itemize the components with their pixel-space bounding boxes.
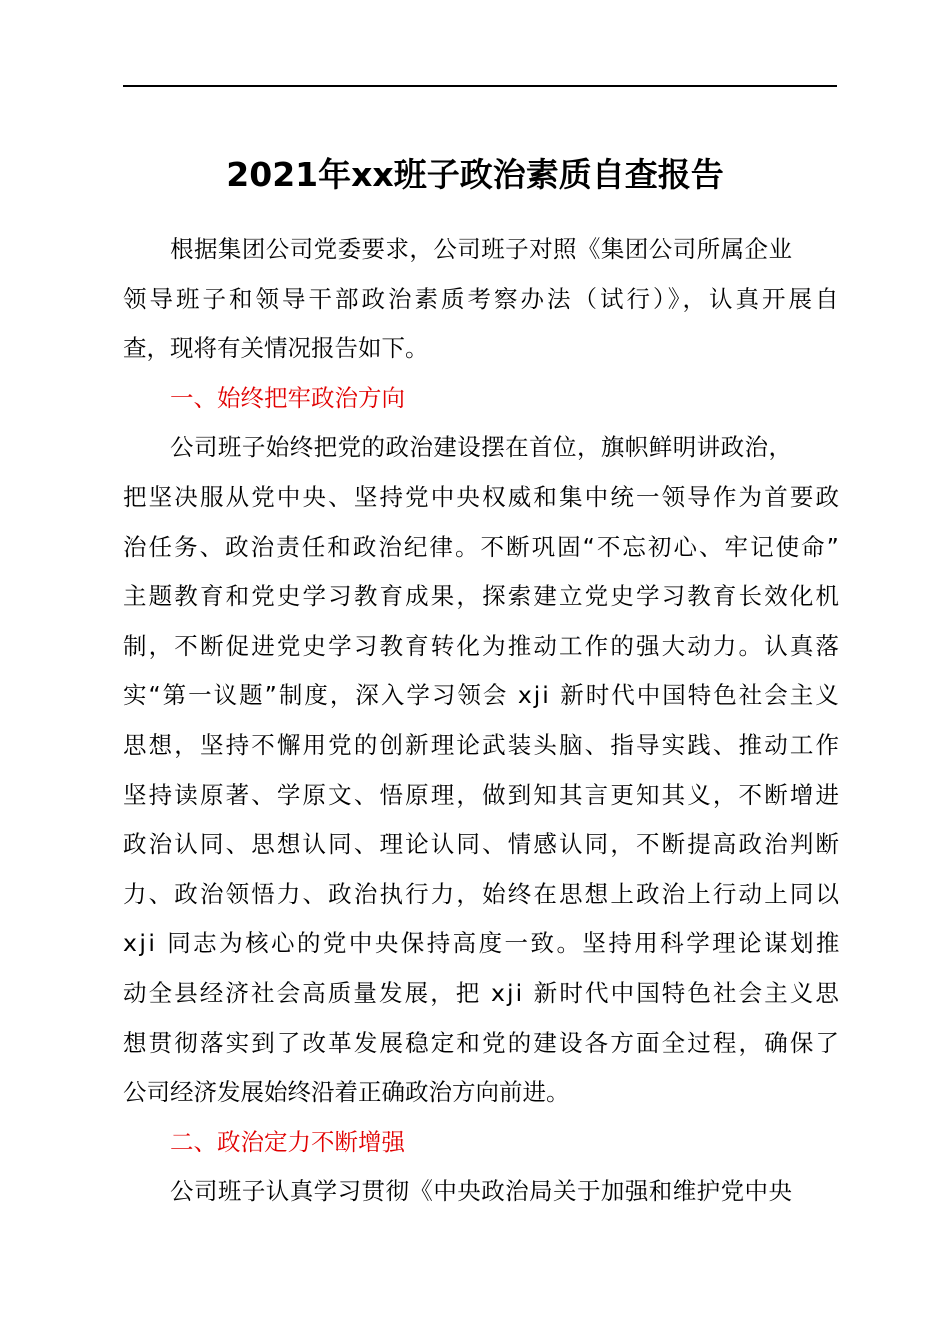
intro-paragraph bbox=[123, 225, 842, 374]
text-line: 根据集团公司党委要求，公司班子对照《集团公司所属企业 bbox=[170, 235, 793, 263]
text-line: 动全县经济社会高质量发展，把 xji 新时代中国特色社会主义思 bbox=[123, 978, 842, 1007]
text-line: 思想，坚持不懈用党的创新理论武装头脑、指导实践、推动工作 bbox=[123, 730, 842, 759]
text-line: 公司班子始终把党的政治建设摆在首位，旗帜鲜明讲政治， bbox=[170, 433, 793, 462]
section-1-paragraph bbox=[123, 423, 842, 1117]
text-line: 查，现将有关情况报告如下。 bbox=[123, 334, 429, 363]
text-line: 实“第一议题”制度，深入学习领会 xji 新时代中国特色社会主义 bbox=[123, 681, 841, 710]
section-heading-2 bbox=[123, 1118, 839, 1168]
text-line: 力、政治领悟力、政治执行力，始终在思想上政治上行动上同以 bbox=[123, 879, 842, 908]
text-line: xji 同志为核心的党中央保持高度一致。坚持用科学理论谋划推 bbox=[123, 929, 842, 958]
text-line: 领导班子和领导干部政治素质考察办法（试行）》，认真开展自 bbox=[123, 284, 842, 313]
text-line: 主题教育和党史学习教育成果，探索建立党史学习教育长效化机 bbox=[123, 582, 842, 611]
section-heading-text: 一、始终把牢政治方向 bbox=[170, 383, 405, 412]
section-heading-text: 二、政治定力不断增强 bbox=[170, 1127, 405, 1156]
text-line: 公司班子认真学习贯彻《中央政治局关于加强和维护党中央 bbox=[170, 1177, 793, 1206]
text-line: 政治认同、思想认同、理论认同、情感认同，不断提高政治判断 bbox=[123, 830, 842, 859]
text-line: 治任务、政治责任和政治纪律。不断巩固“不忘初心、牢记使命” bbox=[123, 532, 841, 561]
text-line: 公司经济发展始终沿着正确政治方向前进。 bbox=[123, 1078, 570, 1107]
header-rule bbox=[123, 85, 837, 87]
text-line: 制，不断促进党史学习教育转化为推动工作的强大动力。认真落 bbox=[123, 631, 842, 660]
text-line: 坚持读原著、学原文、悟原理，做到知其言更知其义，不断增进 bbox=[123, 780, 842, 809]
section-heading-1 bbox=[123, 374, 839, 424]
text-line: 把坚决服从党中央、坚持党中央权威和集中统一领导作为首要政 bbox=[123, 482, 842, 511]
document-body bbox=[123, 225, 842, 1217]
section-2-paragraph bbox=[123, 1167, 839, 1217]
text-line: 想贯彻落实到了改革发展稳定和党的建设各方面全过程，确保了 bbox=[123, 1028, 842, 1057]
document-title: 2021年xx班子政治素质自查报告 bbox=[226, 155, 724, 194]
